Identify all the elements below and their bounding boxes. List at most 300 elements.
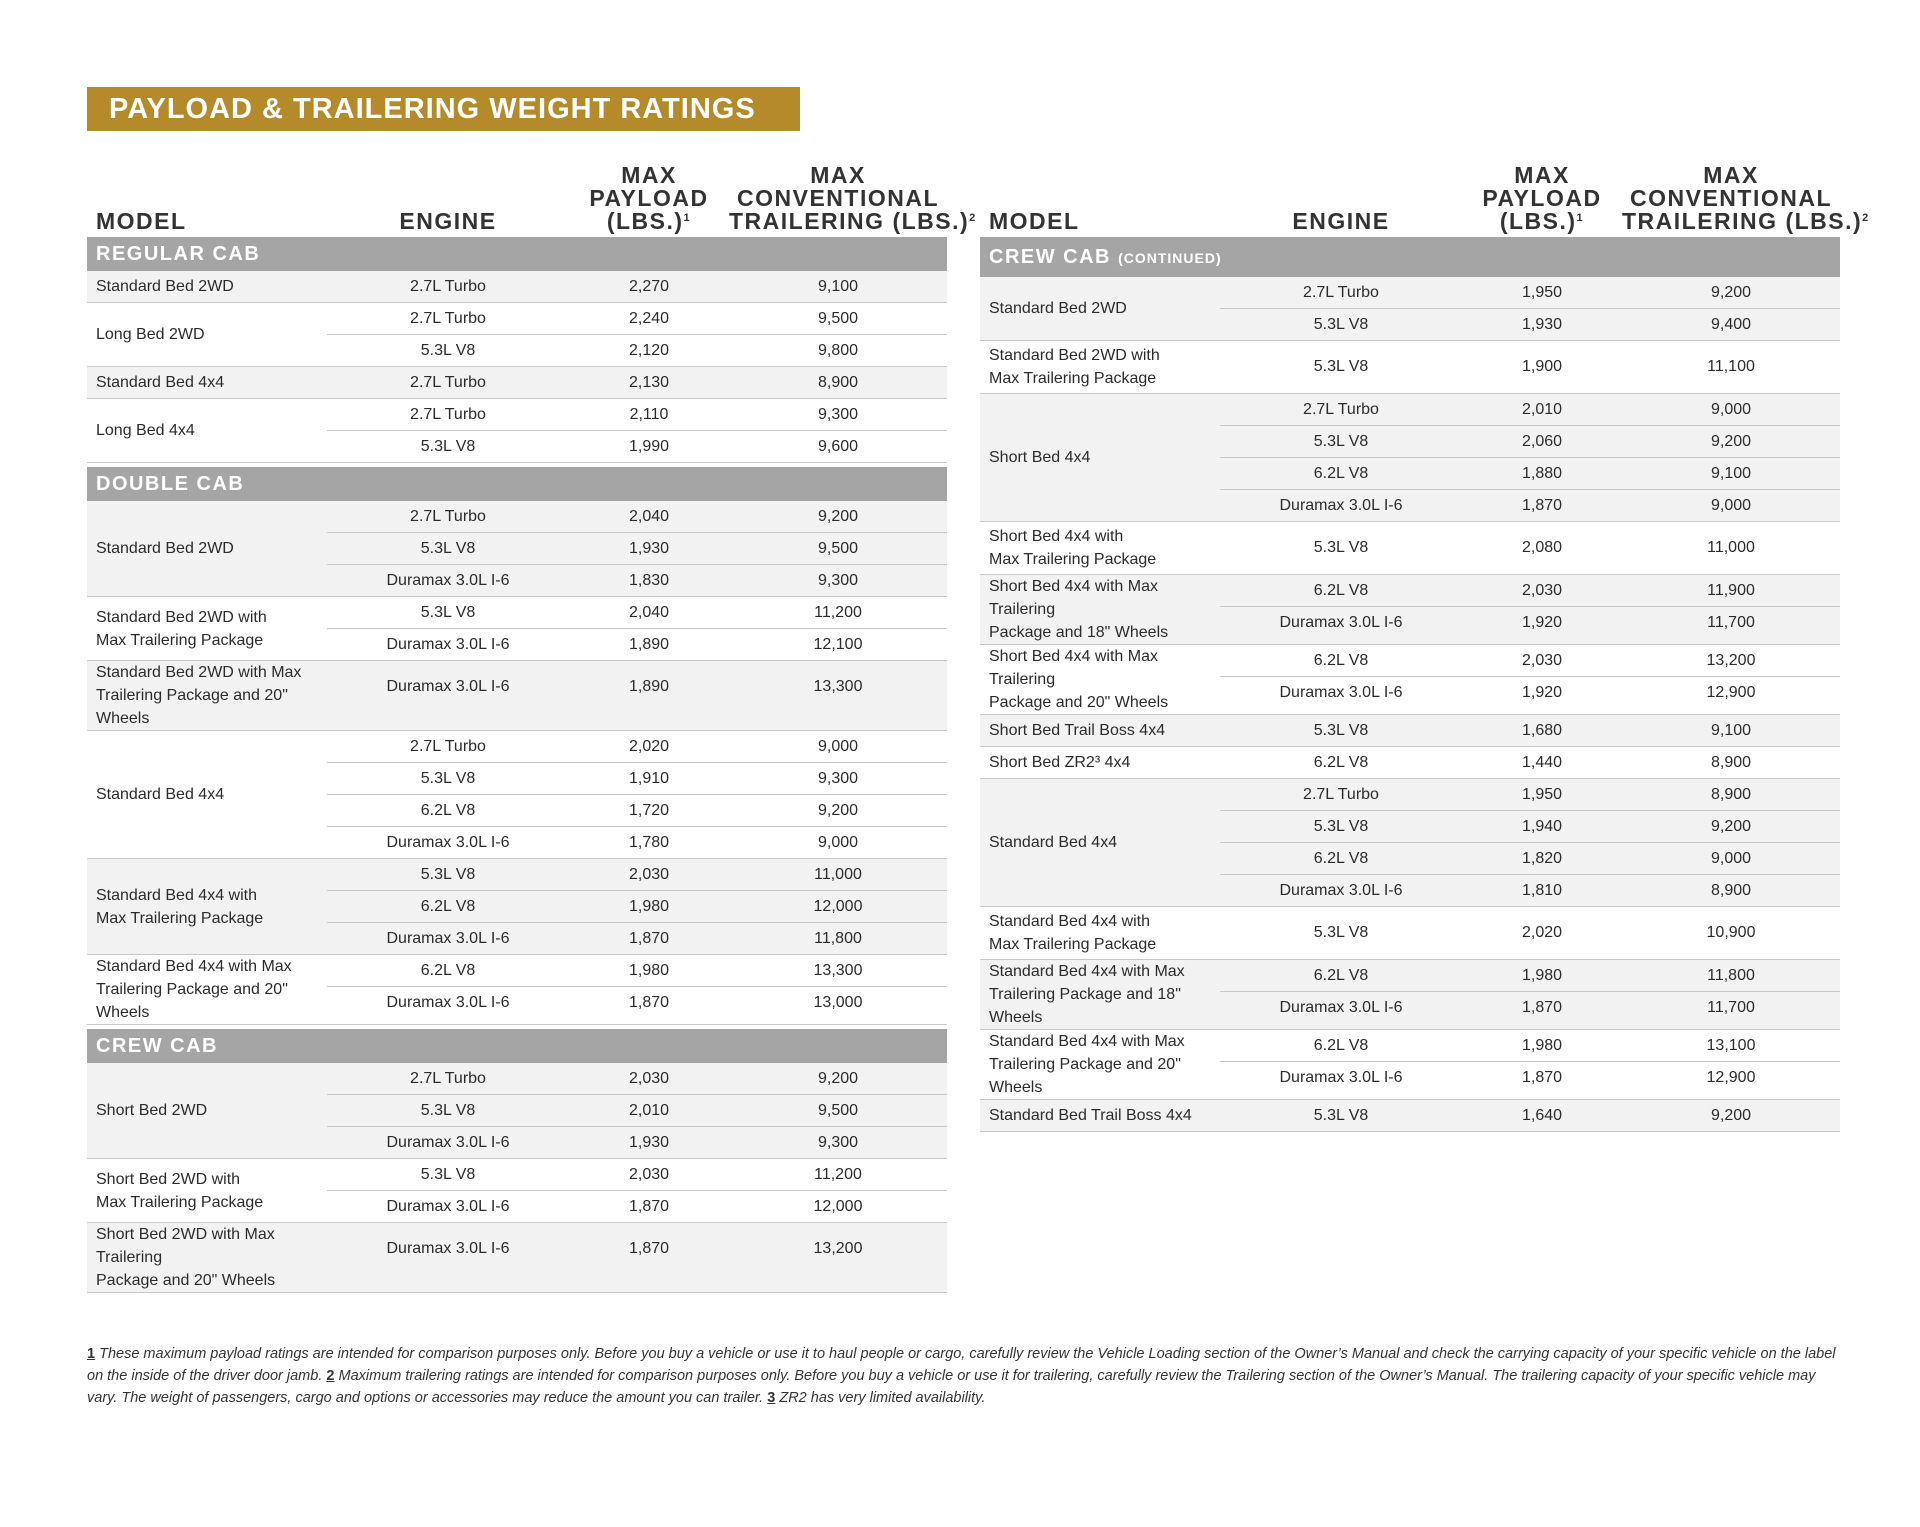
model-label: Standard Bed 4x4: [989, 834, 1118, 851]
model-group: [87, 399, 947, 463]
table-row: [327, 367, 947, 398]
model-label: Standard Bed 4x4: [96, 374, 225, 391]
table-row: [1220, 645, 1840, 676]
engine-cell: Duramax 3.0L I-6: [386, 678, 510, 695]
footnotes: [87, 1343, 1847, 1409]
payload-cell: 2,030: [1521, 581, 1563, 599]
model-label: Short Bed 4x4: [989, 449, 1091, 466]
engine-cell: 5.3L V8: [420, 539, 476, 557]
header-model: MODEL: [989, 208, 1080, 234]
trailering-cell: 9,000: [1710, 849, 1752, 867]
engine-rows: [327, 1063, 947, 1158]
trailering-cell: 8,900: [817, 373, 859, 391]
model-group: [87, 597, 947, 661]
section-name: CREW CAB: [96, 1035, 218, 1057]
engine-cell: 5.3L V8: [420, 865, 476, 883]
table-row: [327, 859, 947, 890]
model-name: [980, 394, 1220, 521]
model-label: Long Bed 2WD: [96, 326, 205, 343]
engine-cell: 5.3L V8: [1313, 721, 1369, 739]
model-group: [980, 747, 1840, 779]
engine-cell: 6.2L V8: [1313, 464, 1369, 482]
ratings-table-right: [980, 155, 1870, 1132]
trailering-cell: 12,100: [813, 635, 863, 653]
trailering-cell: 9,000: [817, 833, 859, 851]
payload-cell: 1,930: [1521, 315, 1563, 333]
engine-cell: 6.2L V8: [1313, 581, 1369, 599]
model-group: [87, 271, 947, 303]
engine-rows: [327, 1159, 947, 1222]
payload-cell: 2,060: [1521, 432, 1563, 450]
payload-cell: 2,010: [628, 1101, 670, 1119]
model-group: [87, 1063, 947, 1159]
model-group: [980, 522, 1840, 575]
engine-cell: 6.2L V8: [420, 897, 476, 915]
trailering-cell: 9,300: [817, 571, 859, 589]
footnote-text: ZR2 has very limited availability.: [775, 1390, 986, 1406]
section-header: [87, 237, 947, 271]
table-row: [327, 826, 947, 858]
trailering-cell: 9,000: [1710, 496, 1752, 514]
model-label: Standard Bed 2WD with Max Trailering Package and 20" Wheels: [96, 664, 302, 727]
model-group: [980, 645, 1840, 715]
trailering-cell: 11,100: [1707, 358, 1755, 375]
model-name: [980, 522, 1220, 574]
payload-cell: 1,910: [628, 769, 670, 787]
engine-cell: 6.2L V8: [1313, 753, 1369, 771]
payload-cell: 1,950: [1521, 785, 1563, 803]
engine-cell: 2.7L Turbo: [1303, 283, 1379, 301]
trailering-cell: 11,200: [814, 1165, 862, 1183]
model-name: [87, 1159, 327, 1222]
trailering-cell: 10,900: [1706, 924, 1756, 941]
payload-cell: 2,030: [628, 865, 670, 883]
payload-cell: 1,890: [628, 678, 670, 695]
engine-cell: 5.3L V8: [1313, 432, 1369, 450]
model-group: [980, 1030, 1840, 1100]
table-row: [1220, 991, 1840, 1023]
model-group: [980, 960, 1840, 1030]
payload-cell: 2,130: [628, 373, 670, 391]
table-row: [1220, 874, 1840, 906]
engine-cell: 6.2L V8: [1313, 1036, 1369, 1054]
payload-cell: 1,930: [628, 539, 670, 557]
model-group: [980, 1100, 1840, 1132]
engine-cell: 5.3L V8: [420, 1101, 476, 1119]
model-group: [980, 277, 1840, 341]
model-group: [980, 394, 1840, 522]
table-row: [1220, 606, 1840, 638]
trailering-cell: 9,500: [817, 309, 859, 327]
table-row: [1220, 810, 1840, 842]
engine-rows: [1220, 341, 1840, 393]
table-row: [1220, 575, 1840, 606]
trailering-cell: 9,800: [817, 341, 859, 359]
model-label: Short Bed 2WD with Max Trailering Package and 20" Wheels: [96, 1226, 276, 1289]
model-name: [87, 597, 327, 660]
model-name: [980, 960, 1220, 1029]
payload-cell: 2,110: [629, 405, 669, 423]
model-label: Standard Bed 4x4 with Max Trailering Package and 20" Wheels: [989, 1033, 1185, 1096]
trailering-cell: 12,900: [1706, 1068, 1756, 1086]
payload-cell: 1,890: [628, 635, 670, 653]
payload-cell: 1,870: [628, 1197, 670, 1215]
trailering-cell: 9,200: [817, 801, 859, 819]
payload-cell: 1,920: [1521, 683, 1563, 701]
payload-cell: 1,980: [628, 897, 670, 915]
trailering-cell: 9,200: [817, 507, 859, 525]
model-name: [87, 731, 327, 858]
table-row: [327, 731, 947, 762]
payload-cell: 2,270: [628, 277, 670, 295]
table-row: [327, 532, 947, 564]
trailering-cell: 9,300: [817, 405, 859, 423]
payload-cell: 1,980: [1521, 1036, 1563, 1054]
payload-cell: 1,870: [628, 1240, 670, 1257]
table-body: [980, 237, 1840, 1132]
model-group: [87, 303, 947, 367]
engine-rows: [1220, 645, 1840, 714]
model-name: [87, 859, 327, 954]
trailering-cell: 11,200: [814, 603, 862, 621]
footnote-number: 1: [87, 1346, 96, 1362]
model-name: [980, 341, 1220, 393]
trailering-cell: 12,900: [1706, 683, 1756, 701]
table-row: [327, 564, 947, 596]
engine-cell: 5.3L V8: [1313, 539, 1369, 556]
model-label: Standard Bed 2WD: [989, 300, 1127, 317]
payload-cell: 2,030: [1521, 651, 1563, 669]
engine-cell: 2.7L Turbo: [410, 373, 486, 391]
table-row: [327, 1094, 947, 1126]
model-label: Standard Bed Trail Boss 4x4: [989, 1107, 1192, 1124]
engine-cell: 2.7L Turbo: [410, 507, 486, 525]
trailering-cell: 9,600: [817, 437, 859, 455]
engine-rows: [1220, 522, 1840, 574]
engine-cell: Duramax 3.0L I-6: [1279, 881, 1403, 899]
table-body: [87, 237, 947, 1293]
engine-rows: [1220, 907, 1840, 959]
table-row: [327, 430, 947, 462]
engine-rows: [327, 1223, 947, 1292]
engine-cell: 5.3L V8: [1313, 358, 1369, 375]
model-label: Short Bed 2WD: [96, 1102, 208, 1119]
trailering-cell: 13,000: [813, 993, 863, 1011]
engine-cell: 6.2L V8: [420, 961, 476, 979]
payload-cell: 2,020: [1521, 924, 1563, 941]
engine-cell: 5.3L V8: [420, 437, 476, 455]
footnote-number: 2: [326, 1368, 335, 1384]
model-group: [980, 575, 1840, 645]
payload-cell: 1,930: [628, 1133, 670, 1151]
model-label: Standard Bed 4x4 with Max Trailering Package and 20" Wheels: [96, 958, 292, 1021]
section-name: CREW CAB: [989, 246, 1111, 268]
payload-cell: 1,900: [1521, 358, 1563, 375]
table-row: [327, 762, 947, 794]
table-row: [1220, 341, 1840, 393]
table-row: [1220, 842, 1840, 874]
payload-cell: 1,940: [1521, 817, 1563, 835]
trailering-cell: 13,100: [1706, 1036, 1756, 1054]
model-name: [87, 399, 327, 462]
engine-cell: 2.7L Turbo: [410, 277, 486, 295]
table-row: [1220, 1030, 1840, 1061]
table-row: [1220, 277, 1840, 308]
model-name: [980, 779, 1220, 906]
model-name: [980, 277, 1220, 340]
engine-rows: [327, 399, 947, 462]
model-label: Standard Bed 4x4: [96, 786, 225, 803]
table-row: [1220, 747, 1840, 778]
model-name: [980, 907, 1220, 959]
trailering-cell: 11,800: [1707, 966, 1755, 984]
model-name: [87, 271, 327, 302]
model-group: [87, 367, 947, 399]
model-label: Short Bed 2WD with Max Trailering Package: [96, 1170, 264, 1211]
payload-cell: 1,640: [1521, 1106, 1563, 1124]
table-row: [1220, 425, 1840, 457]
model-name: [87, 303, 327, 366]
section-name: DOUBLE CAB: [96, 473, 245, 495]
engine-cell: 6.2L V8: [1313, 849, 1369, 867]
engine-rows: [327, 859, 947, 954]
model-name: [87, 1063, 327, 1158]
payload-cell: 1,780: [628, 833, 670, 851]
payload-cell: 1,440: [1521, 753, 1563, 771]
table-row: [1220, 457, 1840, 489]
engine-cell: 6.2L V8: [420, 801, 476, 819]
model-group: [87, 955, 947, 1025]
trailering-cell: 11,000: [1707, 539, 1755, 556]
trailering-cell: 11,900: [1707, 581, 1755, 599]
engine-rows: [327, 955, 947, 1024]
header-trailering: MAX CONVENTIONAL TRAILERING $(LBS.)^2$: [729, 162, 977, 234]
engine-cell: 2.7L Turbo: [410, 309, 486, 327]
trailering-cell: 13,300: [813, 678, 863, 695]
payload-cell: 1,880: [1521, 464, 1563, 482]
table-row: [1220, 779, 1840, 810]
engine-cell: Duramax 3.0L I-6: [1279, 613, 1403, 631]
model-label: Long Bed 4x4: [96, 422, 195, 439]
payload-cell: 2,040: [628, 507, 670, 525]
engine-cell: Duramax 3.0L I-6: [386, 1197, 510, 1215]
model-name: [980, 747, 1220, 778]
payload-cell: 2,020: [628, 737, 670, 755]
header-trailering: MAX CONVENTIONAL TRAILERING $(LBS.)^2$: [1622, 162, 1870, 234]
payload-cell: 2,010: [1521, 400, 1563, 418]
model-group: [87, 1223, 947, 1293]
trailering-cell: 9,100: [817, 277, 859, 295]
engine-cell: Duramax 3.0L I-6: [386, 571, 510, 589]
payload-cell: 1,680: [1521, 721, 1563, 739]
payload-cell: 1,870: [1521, 1068, 1563, 1086]
payload-cell: 2,120: [628, 341, 670, 359]
trailering-cell: 8,900: [1710, 881, 1752, 899]
model-label: Short Bed 4x4 with Max Trailering Package: [989, 528, 1157, 568]
engine-cell: 5.3L V8: [420, 341, 476, 359]
engine-rows: [327, 367, 947, 398]
engine-cell: 5.3L V8: [1313, 315, 1369, 333]
model-label: Standard Bed 4x4 with Max Trailering Package and 18" Wheels: [989, 963, 1185, 1026]
engine-rows: [1220, 747, 1840, 778]
engine-rows: [1220, 394, 1840, 521]
engine-cell: Duramax 3.0L I-6: [386, 1240, 510, 1257]
model-label: Standard Bed 2WD: [96, 540, 234, 557]
table-row: [1220, 960, 1840, 991]
engine-cell: Duramax 3.0L I-6: [386, 833, 510, 851]
table-row: [1220, 1100, 1840, 1131]
section-header: [87, 1029, 947, 1063]
model-label: Standard Bed 2WD: [96, 278, 234, 295]
table-row: [1220, 1061, 1840, 1093]
trailering-cell: 9,300: [817, 1133, 859, 1151]
engine-rows: [327, 271, 947, 302]
payload-cell: 1,870: [628, 929, 670, 947]
trailering-cell: 8,900: [1710, 785, 1752, 803]
table-row: [327, 501, 947, 532]
trailering-cell: 9,200: [1710, 432, 1752, 450]
model-label: Short Bed ZR2³ 4x4: [989, 754, 1131, 771]
header-payload: MAX PAYLOAD $(LBS.)^1$: [1482, 162, 1602, 234]
payload-cell: 1,980: [628, 961, 670, 979]
model-name: [980, 1100, 1220, 1131]
trailering-cell: 9,500: [817, 1101, 859, 1119]
section-continued: (CONTINUED): [1118, 250, 1222, 266]
header-engine: ENGINE: [399, 208, 497, 234]
trailering-cell: 9,100: [1710, 464, 1752, 482]
table-row: [1220, 394, 1840, 425]
engine-cell: Duramax 3.0L I-6: [386, 993, 510, 1011]
engine-rows: [1220, 715, 1840, 746]
model-group: [87, 661, 947, 731]
model-group: [87, 859, 947, 955]
engine-cell: 2.7L Turbo: [410, 1069, 486, 1087]
footnote-text: These maximum payload ratings are intended for comparison purposes only. Before you buy a vehicle or use it to haul people or cargo, carefully review the Vehicle Loading section of the Owner’s Manual and check the carrying capacity of your specific vehicle on the label on the inside of the driver door jamb.: [87, 1346, 1836, 1384]
column-headers: [980, 155, 1870, 234]
trailering-cell: 9,400: [1710, 315, 1752, 333]
engine-cell: 5.3L V8: [1313, 817, 1369, 835]
model-name: [87, 955, 327, 1024]
trailering-cell: 12,000: [813, 1197, 863, 1215]
trailering-cell: 11,800: [814, 929, 862, 947]
engine-cell: 2.7L Turbo: [410, 405, 486, 423]
trailering-cell: 11,700: [1707, 613, 1755, 631]
engine-cell: 6.2L V8: [1313, 651, 1369, 669]
engine-cell: Duramax 3.0L I-6: [1279, 496, 1403, 514]
model-label: Standard Bed 4x4 with Max Trailering Package: [96, 886, 264, 927]
model-label: Standard Bed 2WD with Max Trailering Package: [989, 347, 1160, 387]
engine-cell: 6.2L V8: [1313, 966, 1369, 984]
engine-rows: [327, 303, 947, 366]
table-row: [327, 890, 947, 922]
table-row: [327, 334, 947, 366]
model-label: Standard Bed 4x4 with Max Trailering Package: [989, 913, 1157, 953]
model-group: [980, 907, 1840, 960]
table-row: [327, 271, 947, 302]
table-row: [327, 1159, 947, 1190]
engine-cell: 5.3L V8: [1313, 1106, 1369, 1124]
engine-cell: 5.3L V8: [420, 769, 476, 787]
table-row: [327, 303, 947, 334]
ratings-table-left: [87, 155, 977, 1293]
model-group: [980, 779, 1840, 907]
section-name: REGULAR CAB: [96, 243, 261, 265]
table-row: [327, 628, 947, 660]
model-name: [980, 645, 1220, 714]
engine-rows: [327, 501, 947, 596]
payload-cell: 2,030: [628, 1069, 670, 1087]
trailering-cell: 13,200: [813, 1240, 863, 1257]
trailering-cell: 13,200: [1706, 651, 1756, 669]
table-row: [327, 1190, 947, 1222]
trailering-cell: 13,300: [813, 961, 863, 979]
trailering-cell: 9,200: [817, 1069, 859, 1087]
engine-cell: Duramax 3.0L I-6: [386, 929, 510, 947]
trailering-cell: 9,100: [1710, 721, 1752, 739]
engine-cell: Duramax 3.0L I-6: [1279, 998, 1403, 1016]
table-row: [1220, 489, 1840, 521]
model-label: Short Bed 4x4 with Max Trailering Package and 20" Wheels: [989, 648, 1169, 711]
model-group: [980, 341, 1840, 394]
table-row: [327, 661, 947, 713]
table-row: [327, 986, 947, 1018]
engine-cell: 2.7L Turbo: [1303, 400, 1379, 418]
trailering-cell: 12,000: [813, 897, 863, 915]
header-payload: MAX PAYLOAD $(LBS.)^1$: [589, 162, 709, 234]
model-name: [980, 575, 1220, 644]
payload-cell: 2,040: [628, 603, 670, 621]
engine-cell: 2.7L Turbo: [410, 737, 486, 755]
trailering-cell: 9,200: [1710, 1106, 1752, 1124]
engine-cell: 5.3L V8: [420, 603, 476, 621]
engine-cell: Duramax 3.0L I-6: [1279, 1068, 1403, 1086]
payload-cell: 1,830: [628, 571, 670, 589]
table-row: [327, 1126, 947, 1158]
table-row: [327, 794, 947, 826]
section-header: [87, 467, 947, 501]
footnote-number: 3: [767, 1390, 776, 1406]
model-name: [980, 715, 1220, 746]
table-row: [327, 1063, 947, 1094]
header-model: MODEL: [96, 208, 187, 234]
model-label: Short Bed 4x4 with Max Trailering Package and 18" Wheels: [989, 578, 1169, 641]
payload-cell: 2,080: [1521, 539, 1563, 556]
trailering-cell: 9,500: [817, 539, 859, 557]
model-name: [87, 367, 327, 398]
trailering-cell: 11,000: [814, 865, 862, 883]
payload-cell: 1,720: [628, 801, 670, 819]
table-row: [327, 922, 947, 954]
engine-cell: 5.3L V8: [420, 1165, 476, 1183]
payload-cell: 1,870: [1521, 496, 1563, 514]
table-row: [327, 1223, 947, 1275]
trailering-cell: 9,000: [817, 737, 859, 755]
section-header: [980, 237, 1840, 277]
model-label: Standard Bed 2WD with Max Trailering Package: [96, 608, 267, 649]
table-row: [327, 597, 947, 628]
payload-cell: 1,820: [1521, 849, 1563, 867]
model-group: [87, 501, 947, 597]
engine-rows: [1220, 1030, 1840, 1099]
model-name: [87, 501, 327, 596]
payload-cell: 2,240: [628, 309, 670, 327]
engine-rows: [1220, 575, 1840, 644]
payload-cell: 1,980: [1521, 966, 1563, 984]
payload-cell: 1,870: [628, 993, 670, 1011]
page-title: PAYLOAD & TRAILERING WEIGHT RATINGS: [87, 87, 800, 131]
engine-rows: [1220, 1100, 1840, 1131]
payload-cell: 1,990: [628, 437, 670, 455]
